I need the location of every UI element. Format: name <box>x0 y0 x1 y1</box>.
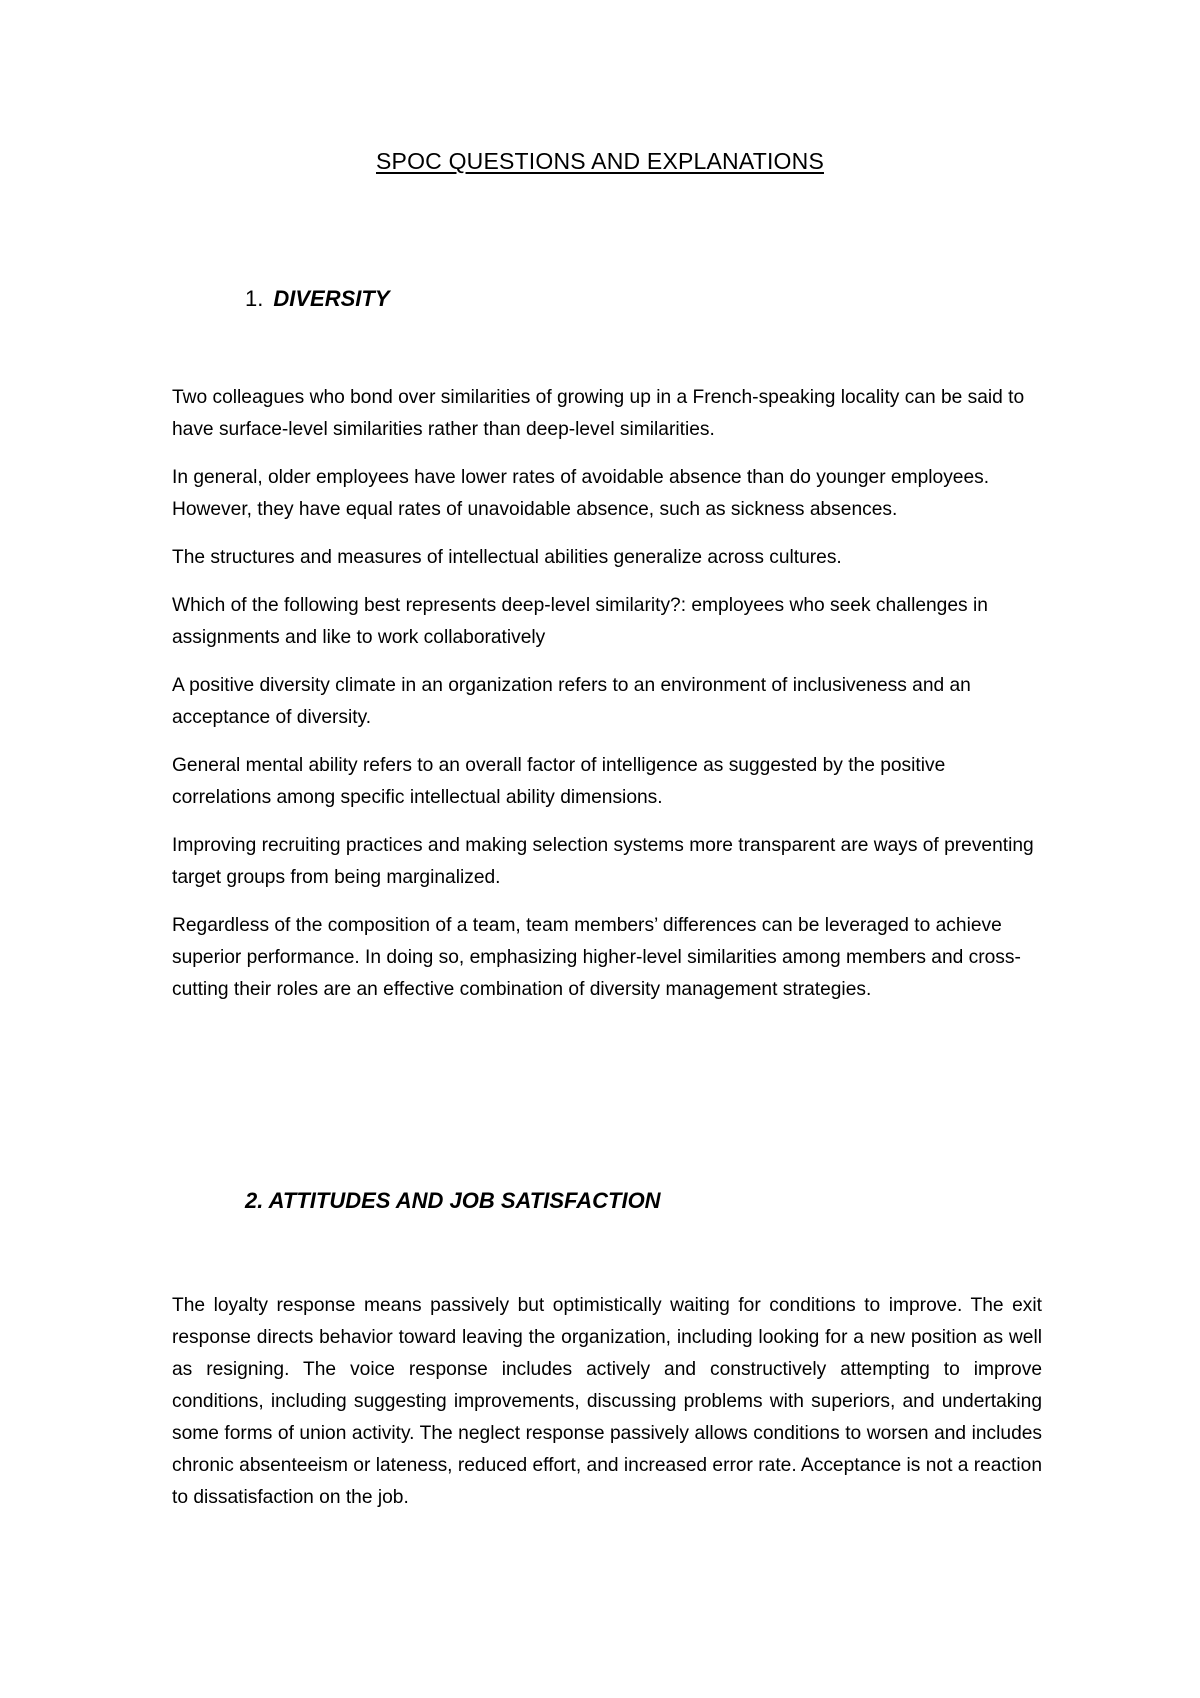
paragraph: Two colleagues who bond over similarities of growing up in a French-speaking locality can be said to have surface-level similarities rather than deep-level similarities. <box>172 387 1025 440</box>
paragraph: Improving recruiting practices and making selection systems more transparent are ways of preventing target groups from being marginalized. <box>172 835 1034 888</box>
section-heading-diversity <box>245 286 390 312</box>
paragraph: The structures and measures of intellectual abilities generalize across cultures. <box>172 547 842 568</box>
paragraph: Which of the following best represents deep-level similarity?: employees who seek challenges in assignments and like to work collaboratively <box>172 595 988 648</box>
document-title: SPOC QUESTIONS AND EXPLANATIONS <box>376 148 824 174</box>
section-title: DIVERSITY <box>273 286 390 311</box>
section-body-diversity <box>172 382 1042 1022</box>
section-heading-attitudes: 2. ATTITUDES AND JOB SATISFACTION <box>245 1188 661 1213</box>
paragraph: Regardless of the composition of a team, team members’ differences can be leveraged to achieve superior performance. In doing so, emphasizing higher-level similarities among members and cross-cutting their roles are an effective combination of diversity management strategies. <box>172 915 1021 1000</box>
paragraph: General mental ability refers to an overall factor of intelligence as suggested by the positive correlations among specific intellectual ability dimensions. <box>172 755 946 808</box>
section-body-attitudes <box>172 1290 1042 1530</box>
paragraph: The loyalty response means passively but optimistically waiting for conditions to improve. The exit response directs behavior toward leaving the organization, including looking for a new position as well as resigning. The voice response includes actively and constructively attempting to improve conditions, including suggesting improvements, discussing problems with superiors, and undertaking some forms of union activity. The neglect response passively allows conditions to worsen and includes chronic absenteeism or lateness, reduced effort, and increased error rate. Acceptance is not a reaction to dissatisfaction on the job. <box>172 1295 1042 1508</box>
section-number: 1. <box>245 286 264 311</box>
paragraph: In general, older employees have lower rates of avoidable absence than do younger employees. However, they have equal rates of unavoidable absence, such as sickness absences. <box>172 467 990 520</box>
paragraph: A positive diversity climate in an organization refers to an environment of inclusiveness and an acceptance of diversity. <box>172 675 971 728</box>
